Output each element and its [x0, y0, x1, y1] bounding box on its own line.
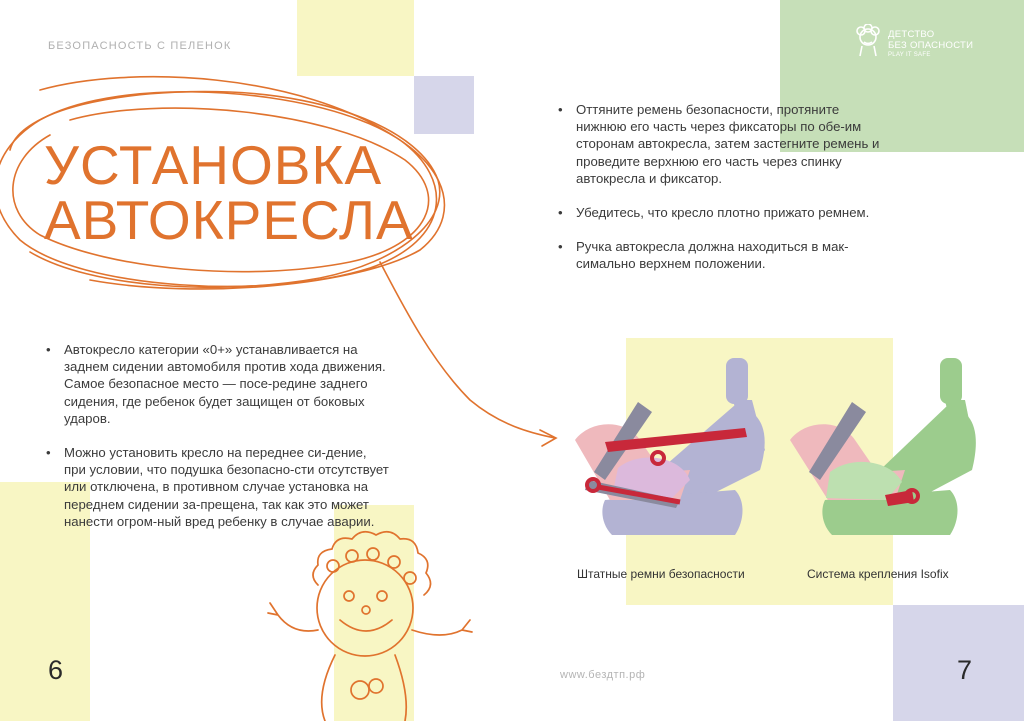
- caption-isofix: Система крепления Isofix: [807, 567, 949, 581]
- title-line-1: УСТАНОВКА: [44, 134, 383, 196]
- footer-url[interactable]: www.бездтп.рф: [560, 669, 646, 681]
- caption-seat-belts: Штатные ремни безопасности: [577, 567, 745, 581]
- running-title: БЕЗОПАСНОСТЬ С ПЕЛЕНОК: [48, 40, 232, 52]
- list-item: • Убедитесь, что кресло плотно прижато ремнем.: [558, 204, 893, 221]
- list-item: • Можно установить кресло на переднее си-дение, при условии, что подушка безопасно-сти отсутствует или отключена, в противном случае установка на переднем сидении за-прещена, так как это может нанести огром-ный вред ребенку в случае аварии.: [46, 444, 391, 530]
- logo-line-2: БЕЗ ОПАСНОСТИ: [888, 39, 974, 51]
- title-line-2: АВТОКРЕСЛА: [44, 189, 414, 251]
- left-bullet-list: [46, 341, 391, 547]
- logo-icon: [852, 24, 884, 58]
- logo-text: [888, 30, 973, 59]
- page-number-left: 6: [48, 655, 64, 685]
- seat-belt-illustration: [575, 358, 765, 535]
- logo-line-3: PLAY IT SAFE: [888, 52, 931, 58]
- isofix-illustration: [790, 358, 976, 535]
- logo-line-1: ДЕТСТВО: [888, 29, 935, 40]
- right-bullet-list: [558, 101, 893, 290]
- list-item: • Оттяните ремень безопасности, протяните нижнюю его часть через фиксаторы по обе-им сторонам автокресла, затем застегните ремень и проведите верхнюю его часть через спинку автокресла и фиксатор.: [558, 101, 893, 187]
- list-item: • Автокресло категории «0+» устанавливается на заднем сидении автомобиля против хода движения. Самое безопасное место — посе-редине заднего сидения, где ребенок будет защищен от боковых ударов.: [46, 341, 391, 427]
- page-title: [44, 134, 414, 251]
- page-number-right: 7: [957, 655, 973, 685]
- list-item: • Ручка автокресла должна находиться в мак-симально верхнем положении.: [558, 238, 893, 272]
